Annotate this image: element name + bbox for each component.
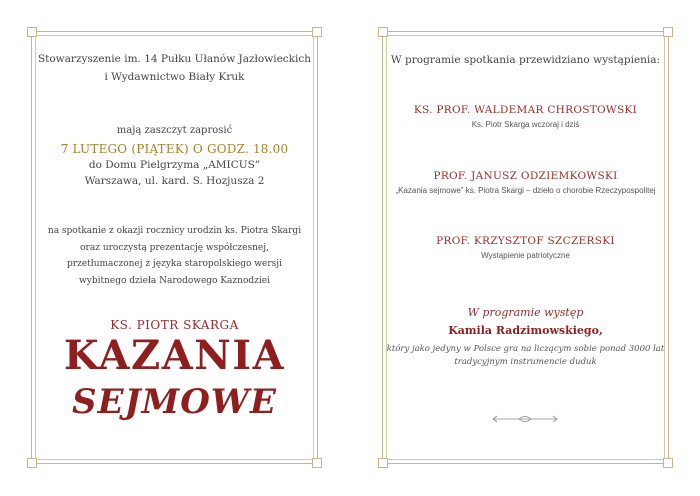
performer-note-line: który jako jedyny w Polsce gra na liczącym sobie ponad 3000 lat [386, 344, 665, 354]
event-venue: do Domu Pielgrzyma „AMICUS” [88, 159, 261, 171]
book-title-line1: KAZANIA [63, 332, 286, 379]
book-title-line2: SEJMOWE [72, 382, 277, 422]
speaker-block [382, 168, 669, 198]
description-line: wybitnego dzieła Narodowego Kaznodziei [79, 275, 270, 286]
right-page [382, 31, 669, 464]
invite-text: mają zaszczyt zaprosić [116, 125, 233, 136]
speaker-name: PROF. JANUSZ ODZIEMKOWSKI [433, 170, 618, 182]
speaker-name: KS. PROF. WALDEMAR CHROSTOWSKI [413, 104, 638, 116]
speaker-topic: „Kazania sejmowe” ks. Piotra Skargi – dzieło o chorobie Rzeczypospolitej [395, 186, 656, 195]
description-line: oraz uroczystą prezentację współczesnej, [80, 242, 269, 253]
performer-name: Kamila Radzimowskiego, [448, 324, 603, 337]
speaker-topic: Wystąpienie patriotyczne [481, 251, 570, 260]
event-address: Warszawa, ul. kard. S. Hozjusza 2 [84, 175, 265, 187]
event-description [31, 223, 318, 289]
performer-note-line: tradycyjnym instrumencie duduk [454, 357, 597, 367]
speaker-topic: Ks. Piotr Skarga wczoraj i dziś [471, 120, 580, 129]
divider-ornament-icon [491, 414, 559, 424]
event-date: 7 LUTEGO (PIĄTEK) O GODZ. 18.00 [60, 142, 289, 156]
performer-note [382, 343, 669, 369]
book-author: KS. PIOTR SKARGA [110, 318, 239, 332]
speaker-block [382, 233, 669, 263]
description-line: przetłumaczonej z języka staropolskiego wersji [67, 259, 282, 269]
left-page [31, 31, 318, 464]
organizer-line: Stowarzyszenie im. 14 Pułku Ułanów Jazłowieckich [37, 53, 312, 65]
speaker-name: PROF. KRZYSZTOF SZCZERSKI [436, 235, 615, 247]
speaker-block [382, 102, 669, 132]
program-intro: W programie spotkania przewidziano wystąpienia: [390, 54, 661, 66]
organizer-line: i Wydawnictwo Biały Kruk [104, 71, 245, 83]
description-line: na spotkanie z okazji rocznicy urodzin ks. Piotra Skargi [47, 226, 302, 236]
organizers [31, 50, 318, 86]
program-heading: W programie występ [467, 306, 584, 319]
